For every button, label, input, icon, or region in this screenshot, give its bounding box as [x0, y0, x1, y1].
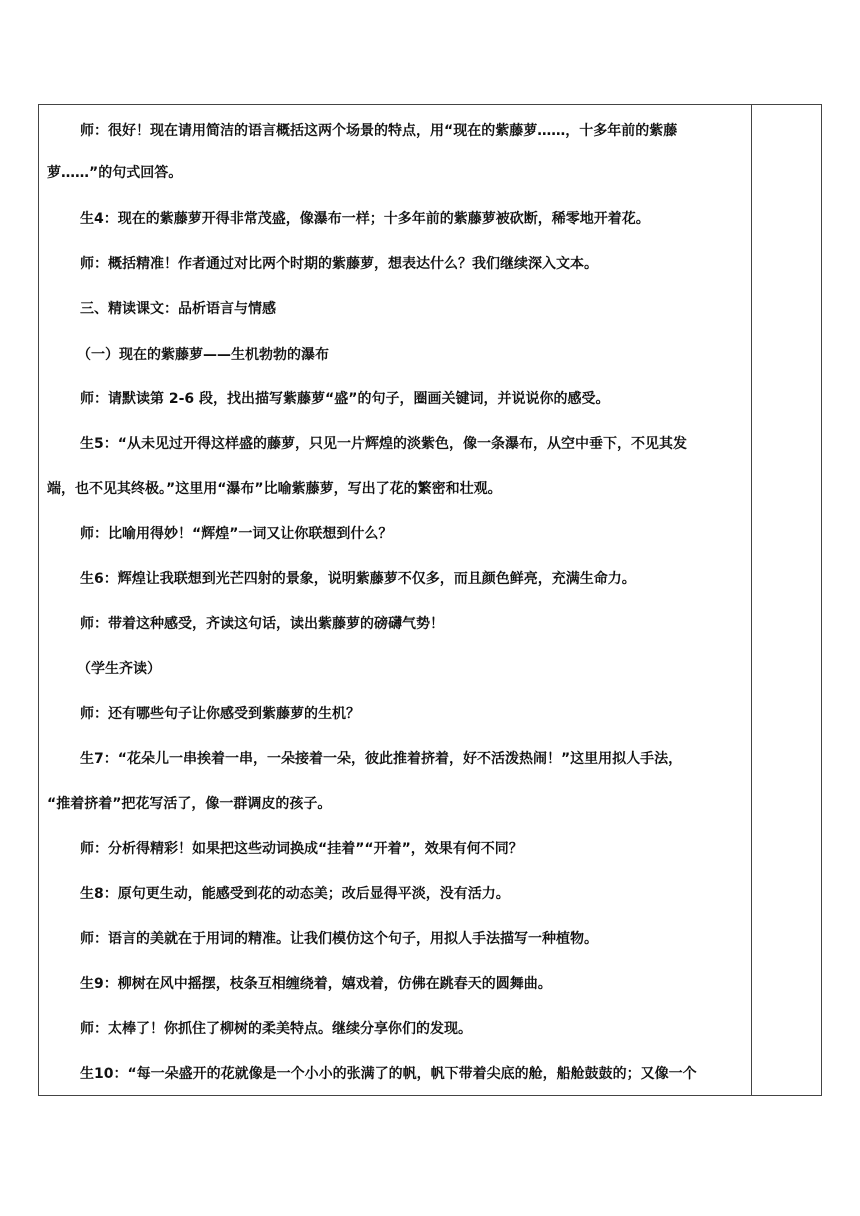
column-divider	[751, 105, 752, 1095]
subsection-heading: （一）现在的紫藤萝——生机勃勃的瀑布	[77, 347, 329, 363]
paragraph-line: 师：概括精准！作者通过对比两个时期的紫藤萝，想表达什么？我们继续深入文本。	[80, 256, 598, 272]
paragraph-line: 生7：“花朵儿一串挨着一串，一朵接着一朵，彼此推着挤着，好不活泼热闹！”这里用拟人手法，	[80, 751, 683, 767]
paragraph-line: 生9：柳树在风中摇摆，枝条互相缠绕着，嬉戏着，仿佛在跳春天的圆舞曲。	[80, 976, 552, 992]
paragraph-line: 生4：现在的紫藤萝开得非常茂盛，像瀑布一样；十多年前的紫藤萝被砍断，稀零地开着花。	[80, 211, 650, 227]
paragraph-line: 生8：原句更生动，能感受到花的动态美；改后显得平淡，没有活力。	[80, 886, 510, 902]
paragraph-line: 师：带着这种感受，齐读这句话，读出紫藤萝的磅礴气势！	[80, 616, 444, 632]
paragraph-line: “推着挤着”把花写活了，像一群调皮的孩子。	[47, 796, 332, 812]
paragraph-line: 萝……”的句式回答。	[47, 165, 183, 181]
paragraph-line: 生6：辉煌让我联想到光芒四射的景象，说明紫藤萝不仅多，而且颜色鲜亮，充满生命力。	[80, 571, 636, 587]
paragraph-line: 生10：“每一朵盛开的花就像是一个小小的张满了的帆，帆下带着尖底的舱，船舱鼓鼓的；又像一个	[80, 1066, 697, 1082]
lesson-table	[38, 104, 822, 1096]
paragraph-line: 师：比喻用得妙！“辉煌”一词又让你联想到什么？	[80, 526, 393, 542]
paragraph-line: 师：请默读第 2-6 段，找出描写紫藤萝“盛”的句子，圈画关键词，并说说你的感受。	[80, 391, 610, 407]
paragraph-line: 师：很好！现在请用简洁的语言概括这两个场景的特点，用“现在的紫藤萝……，十多年前的紫藤	[80, 123, 678, 139]
paragraph-line: （学生齐读）	[77, 661, 161, 677]
paragraph-line: 生5：“从未见过开得这样盛的藤萝，只见一片辉煌的淡紫色，像一条瀑布，从空中垂下，不见其发	[80, 436, 687, 452]
paragraph-line: 师：语言的美就在于用词的精准。让我们模仿这个句子，用拟人手法描写一种植物。	[80, 931, 598, 947]
section-heading: 三、精读课文：品析语言与情感	[80, 301, 276, 317]
paragraph-line: 师：分析得精彩！如果把这些动词换成“挂着”“开着”，效果有何不同？	[80, 841, 523, 857]
paragraph-line: 端，也不见其终极。”这里用“瀑布”比喻紫藤萝，写出了花的繁密和壮观。	[47, 481, 502, 497]
paragraph-line: 师：还有哪些句子让你感受到紫藤萝的生机？	[80, 706, 360, 722]
paragraph-line: 师：太棒了！你抓住了柳树的柔美特点。继续分享你们的发现。	[80, 1021, 472, 1037]
